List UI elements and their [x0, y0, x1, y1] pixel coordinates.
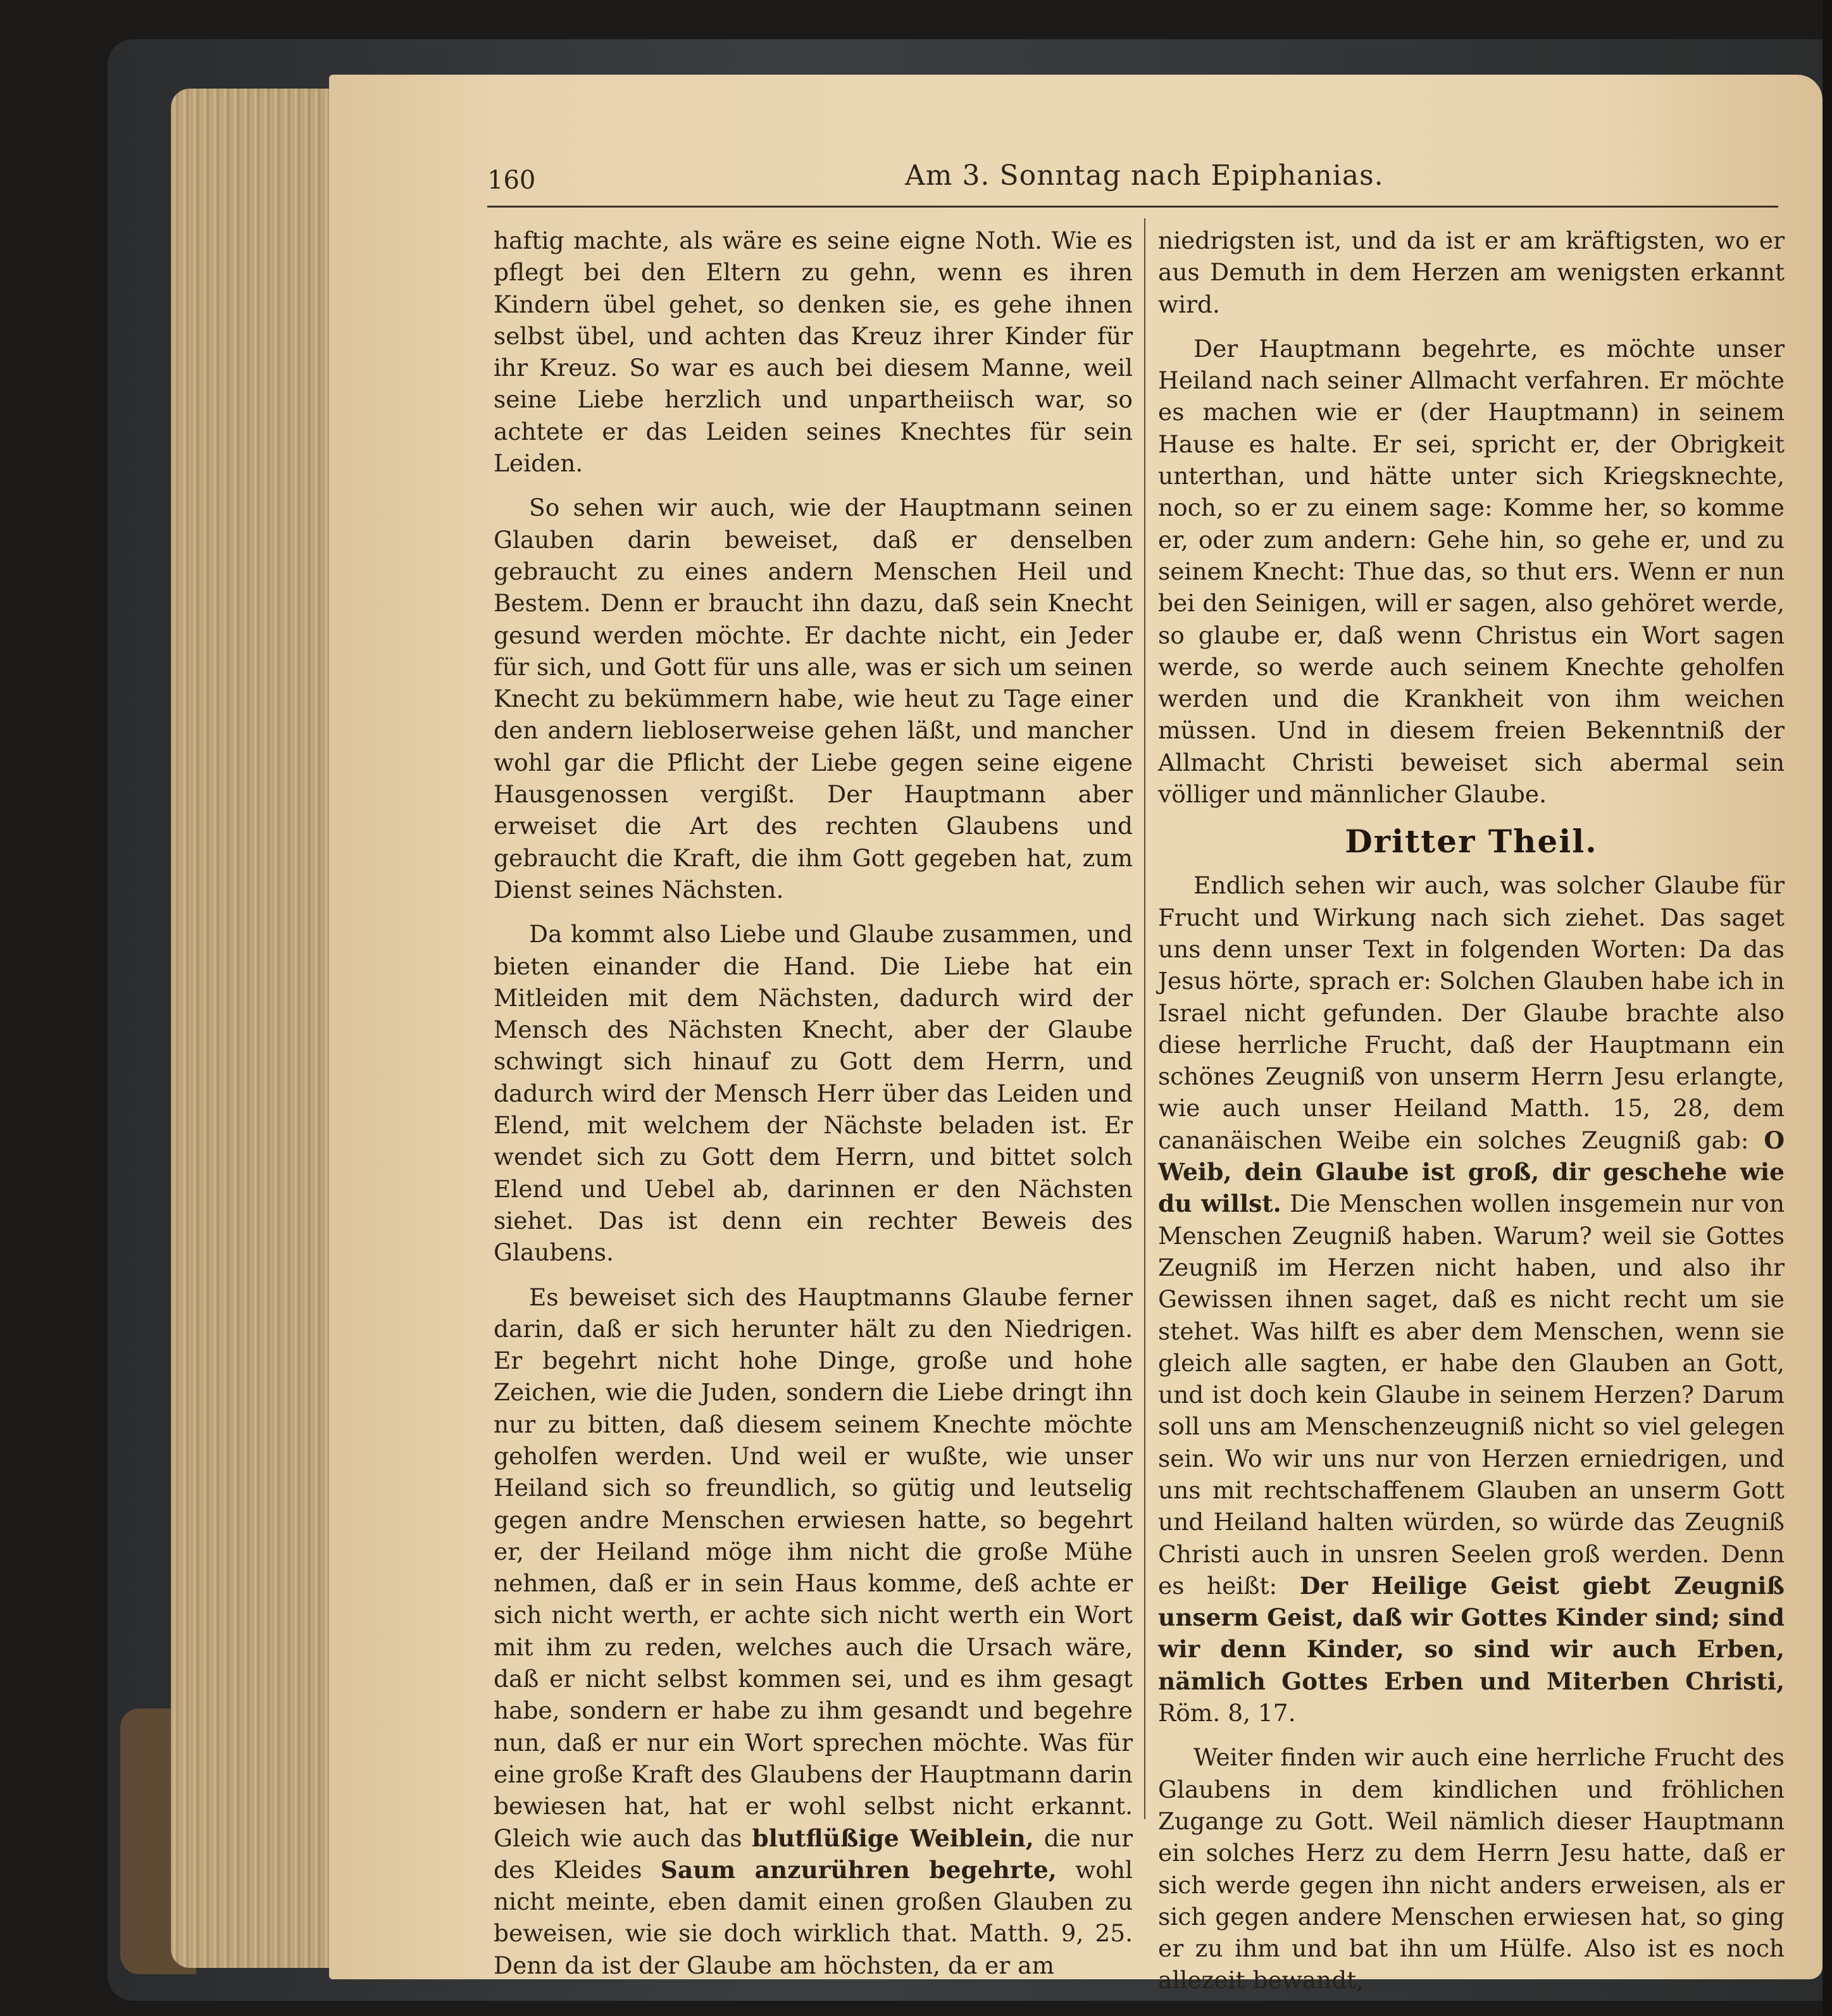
paragraph-text: Endlich sehen wir auch, was solcher Glaube für Frucht und Wirkung nach sich ziehet. Das saget uns denn unser Text in folgenden Worten: Da das Jesus hörte, sprach er: Solchen Glauben habe ich in Israel nicht gefunden. Der Glaube brachte also diese herrliche Frucht, daß der Hauptmann ein schönes Zeugniß von unserm Herrn Jesu erlangte, wie auch unser Heiland Matth. 15, 28, dem cananäischen Weibe ein solches Zeugniß gab: [1158, 871, 1785, 1154]
paragraph-text: die nur des Kleides [494, 1824, 1133, 1884]
paragraph: Da kommt also Liebe und Glaube zusammen, und bieten einander die Hand. Die Liebe hat ein Mitleiden mit dem Nächsten, dadurch wird der Mensch des Nächsten Knecht, aber der Glaube schwingt sich hinauf zu Gott dem Herrn, und dadurch wird der Mensch Herr über das Leiden und Elend, mit welchem der Nächste beladen ist. Er wendet sich zu Gott dem Herrn, und bittet solch Elend und Uebel ab, darinnen er den Nächsten siehet. Das ist denn ein rechter Beweis des Glaubens. [494, 920, 1133, 1267]
paragraph-text: Röm. 8, 17. [1158, 1699, 1296, 1727]
page-edges [171, 89, 342, 1968]
section-heading: Dritter Theil. [1345, 823, 1598, 861]
paragraph [494, 1281, 1133, 1982]
left-column [494, 225, 1133, 1994]
paragraph-text: Es beweiset sich des Hauptmanns Glaube ferner darin, daß er sich herunter hält zu den Niedrigen. Er begehrt nicht hohe Dinge, große und hohe Zeichen, wie die Juden, sondern die Liebe dringt ihn nur zu bitten, daß diesem seinem Knechte möchte geholfen werden. Und weil er wußte, wie unser Heiland sich so freundlich, so gütig und leutselig gegen andre Menschen erwiesen hatte, so begehrt er, der Heiland möge ihm nicht die große Mühe nehmen, daß er in sein Haus komme, deß achte er sich nicht werth, er achte sich nicht werth ein Wort mit ihm zu reden, welches auch die Ursach wäre, daß er nicht selbst kommen sei, und es ihm gesagt habe, sondern er habe zu ihm gesandt und begehre nun, daß er nur ein Wort sprechen möchte. Was für eine große Kraft des Glaubens der Hauptmann darin bewiesen hat, hat er wohl selbst nicht erkannt. Gleich wie auch das [494, 1283, 1133, 1852]
right-column [1158, 225, 1785, 2009]
paragraph-text: wohl nicht meinte, eben damit einen großen Glauben zu beweisen, wie sie doch wirklich that. Matth. 9, 25. Denn da ist der Glaube am höchsten, da er am [494, 1855, 1133, 1979]
scan-edge [1823, 0, 1832, 2016]
emphasis-text: O Weib, dein Glaube ist groß, dir geschehe wie du willst. [1158, 1126, 1785, 1218]
emphasis-text: blutflüßige Weiblein, [752, 1824, 1034, 1852]
column-divider [1144, 218, 1145, 1819]
paragraph [1158, 869, 1785, 1729]
paragraph-text: Die Menschen wollen insgemein nur von Menschen Zeugniß haben. Warum? weil sie Gottes Zeugniß im Herzen nicht haben, und also ihr Gewissen ihnen saget, daß es nicht recht um sie stehet. Was hilft es aber dem Menschen, wenn sie gleich alle sagten, er habe den Glauben an Gott, und ist doch kein Glaube in seinem Herzen? Darum soll uns am Menschenzeugniß nicht so viel gelegen sein. Wo wir uns nur von Herzen erniedrigen, und uns mit rechtschaffenem Glauben an unserm Gott und Heiland halten würden, so würde das Zeugniß Christi auch in unsren Seelen groß werden. Denn es heißt: [1158, 1190, 1785, 1600]
page-number: 160 [487, 166, 536, 195]
header-rule [487, 206, 1778, 208]
paragraph: haftig machte, als wäre es seine eigne Noth. Wie es pflegt bei den Eltern zu gehn, wenn es ihren Kindern übel gehet, so denken sie, es gehe ihnen selbst übel, und achten das Kreuz ihrer Kinder für ihr Kreuz. So war es auch bei diesem Manne, weil seine Liebe herzlich und unpartheiisch war, so achtete er das Leiden seines Knechtes für sein Leiden. [494, 227, 1133, 478]
paragraph: So sehen wir auch, wie der Hauptmann seinen Glauben darin beweiset, daß er denselben gebraucht zu eines andern Menschen Heil und Bestem. Denn er braucht ihn dazu, daß sein Knecht gesund werden möchte. Er dachte nicht, ein Jeder für sich, und Gott für uns alle, was er sich um seinen Knecht zu bekümmern habe, wie heut zu Tage einer den andern liebloserweise gehen läßt, und mancher wohl gar die Pflicht der Liebe gegen seine eigene Hausgenossen vergißt. Der Hauptmann aber erweiset die Art des rechten Glaubens und gebraucht die Kraft, die ihm Gott gegeben hat, zum Dienst seines Nächsten. [494, 494, 1133, 904]
paragraph: Der Hauptmann begehrte, es möchte unser Heiland nach seiner Allmacht verfahren. Er möchte es machen wie er (der Hauptmann) in seinem Hause es halte. Er sei, spricht er, der Obrigkeit unterthan, und hätte unter sich Kriegsknechte, noch, so er zu einem sage: Komme her, so komme er, oder zum andern: Gehe hin, so gehe er, und zu seinem Knecht: Thue das, so thut ers. Wenn er nun bei den Seinigen, will er sagen, also gehöret werde, so glaube er, daß wenn Christus ein Wort sagen werde, so werde auch seinem Knechte geholfen werden und die Krankheit von ihm weichen müssen. Und in diesem freien Bekenntniß der Allmacht Christi beweiset sich abermal sein völliger und männlicher Glaube. [1158, 334, 1785, 809]
paragraph: Weiter finden wir auch eine herrliche Frucht des Glaubens in dem kindlichen und fröhlichen Zugange zu Gott. Weil nämlich dieser Hauptmann ein solches Herz zu dem Herrn Jesu hatte, daß er sich werde gegen ihn nicht anders erweisen, als er sich gegen andere Menschen erwiesen hat, so ging er zu ihm und bat ihn um Hülfe. Also ist es noch allezeit bewandt, [1158, 1743, 1785, 1994]
paragraph: niedrigsten ist, und da ist er am kräftigsten, wo er aus Demuth in dem Herzen am wenigsten erkannt wird. [1158, 227, 1785, 318]
emphasis-text: Saum anzurühren begehrte, [660, 1855, 1057, 1884]
running-title: Am 3. Sonntag nach Epiphanias. [905, 159, 1384, 192]
emphasis-text: Der Heilige Geist giebt Zeugniß unserm Geist, daß wir Gottes Kinder sind; sind wir denn Kinder, so sind wir auch Erben, nämlich Gottes Erben und Miterben Christi, [1158, 1571, 1785, 1695]
